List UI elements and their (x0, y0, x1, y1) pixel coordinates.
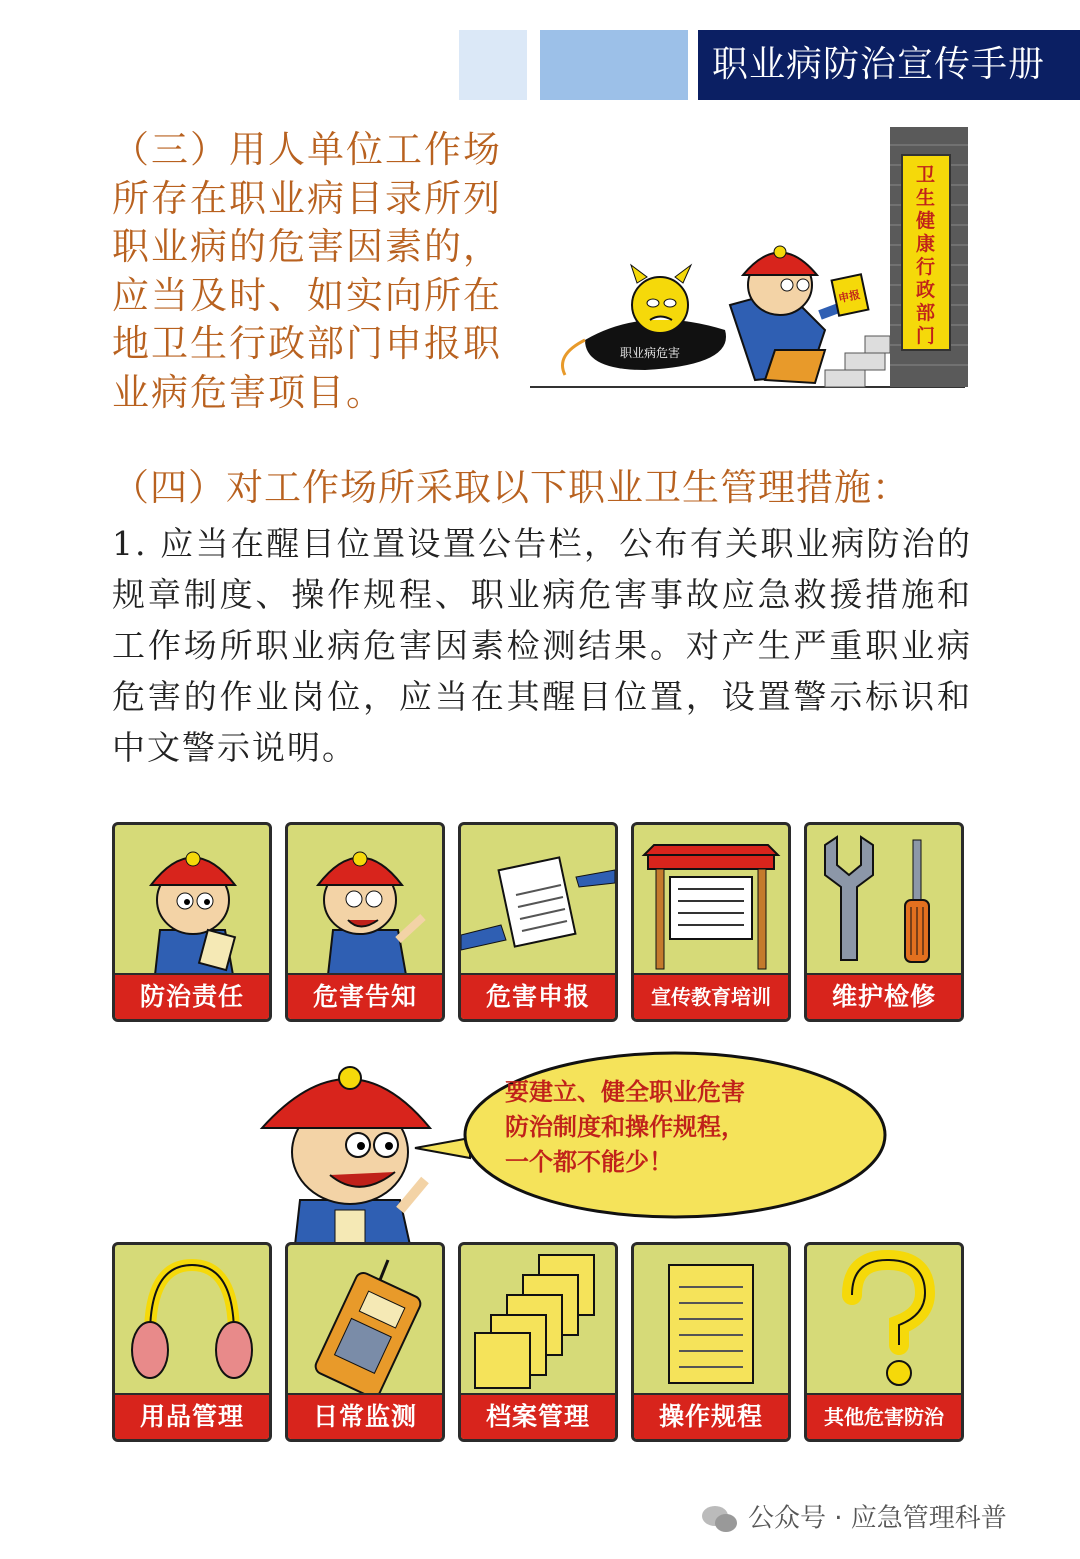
card-operating-procedures (631, 1242, 791, 1442)
card-hazard-declaration (458, 822, 618, 1022)
header-decor-mid (540, 30, 688, 100)
monster-label: 职业病危害 (620, 346, 681, 360)
card-label: 操作规程 (634, 1393, 788, 1439)
card-other-hazard-prevention (804, 1242, 964, 1442)
wall-sign-char: 行 (916, 256, 936, 278)
footer-text: 公众号 · 应急管理科普 (748, 1503, 1007, 1534)
card-label: 维护检修 (807, 973, 961, 1019)
card-label: 防治责任 (115, 973, 269, 1019)
wall-sign-char: 门 (916, 325, 936, 347)
wall-sign-text (915, 164, 935, 347)
card-label: 日常监测 (288, 1393, 442, 1439)
question-mark-icon (807, 1245, 961, 1395)
section4-title: （四）对工作场所采取以下职业卫生管理措施： (112, 466, 910, 509)
bubble-line: 一个都不能少！ (505, 1148, 673, 1176)
hand-document-icon (461, 825, 615, 975)
monster-figure (563, 265, 727, 375)
card-label: 宣传教育培训 (634, 973, 788, 1019)
card-maintenance (804, 822, 964, 1022)
header-title: 职业病防治宣传手册 (698, 30, 1080, 100)
wechat-icon (700, 1503, 740, 1535)
card-hazard-notification (285, 822, 445, 1022)
wall-sign-char: 健 (916, 210, 936, 232)
file-stack-icon (461, 1245, 615, 1395)
card-supplies-management (112, 1242, 272, 1442)
document-page-icon (634, 1245, 788, 1395)
section3-text: （三）用人单位工作场所存在职业病目录所列职业病的危害因素的，应当及时、如实向所在地卫生行政部门申报职业病危害项目。 (112, 128, 502, 414)
detector-device-icon (288, 1245, 442, 1395)
wall-sign-char: 部 (916, 302, 936, 324)
card-publicity-training (631, 822, 791, 1022)
header-decor-light (459, 30, 527, 100)
card-label: 危害告知 (288, 973, 442, 1019)
wall-sign-char: 卫 (916, 164, 936, 186)
earmuffs-icon (115, 1245, 269, 1395)
card-records-management (458, 1242, 618, 1442)
wall-sign-char: 生 (916, 187, 936, 209)
card-prevention-responsibility (112, 822, 272, 1022)
wall-sign-char: 康 (916, 233, 936, 255)
card-label: 档案管理 (461, 1393, 615, 1439)
section4-body: 1. 应当在醒目位置设置公告栏，公布有关职业病防治的规章制度、操作规程、职业病危害事故应急救援措施和工作场所职业病危害因素检测结果。对产生严重职业病危害的作业岗位，应当在其醒目位置，设置警示标识和中文警示说明。 (112, 524, 972, 767)
card-label: 其他危害防治 (807, 1393, 961, 1439)
card-label: 用品管理 (115, 1393, 269, 1439)
bubble-line: 防治制度和操作规程， (505, 1113, 745, 1141)
paper-label: 申报 (837, 288, 862, 306)
wall-sign-char: 政 (916, 279, 936, 301)
footer-watermark (700, 1498, 1060, 1538)
bubble-line: 要建立、健全职业危害 (505, 1078, 745, 1106)
worker-clipboard-icon (115, 825, 269, 975)
wrench-screwdriver-icon (807, 825, 961, 975)
declaration-cartoon (525, 125, 970, 393)
bulletin-board-icon (634, 825, 788, 975)
worker-pointing-icon (288, 825, 442, 975)
card-label: 危害申报 (461, 973, 615, 1019)
bubble-text (505, 1075, 845, 1180)
card-daily-monitoring (285, 1242, 445, 1442)
